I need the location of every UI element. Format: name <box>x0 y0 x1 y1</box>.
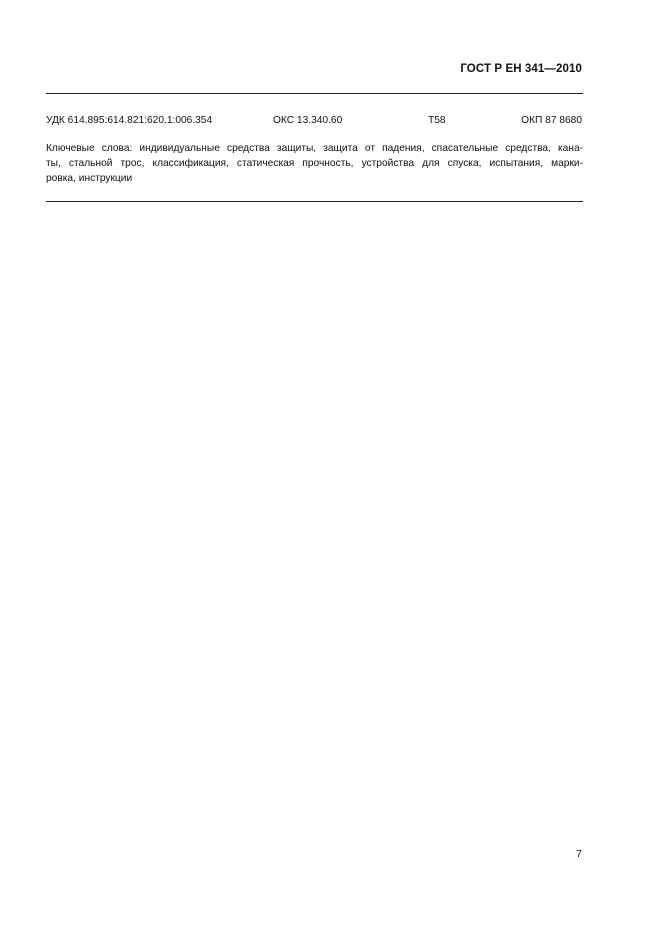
keywords-line: Ключевые слова: индивидуальные средства защиты, защита от падения, спасательные средства, кана- <box>46 143 583 154</box>
group-code: Т58 <box>428 115 446 126</box>
keywords-paragraph <box>46 141 583 186</box>
okp-code: ОКП 87 8680 <box>521 115 582 126</box>
keywords-line: ровка, инструкции <box>46 173 133 184</box>
bottom-divider <box>46 201 583 202</box>
oks-code: ОКС 13.340.60 <box>273 115 343 126</box>
document-code-header: ГОСТ Р ЕН 341—2010 <box>460 63 582 75</box>
udc-code: УДК 614.895:614.821:620.1:006.354 <box>46 115 213 126</box>
top-divider <box>46 93 583 94</box>
page-number: 7 <box>576 848 582 860</box>
keywords-line: ты, стальной трос, классификация, статическая прочность, устройства для спуска, испытания, марки- <box>46 158 583 169</box>
classification-codes-row <box>46 115 583 129</box>
